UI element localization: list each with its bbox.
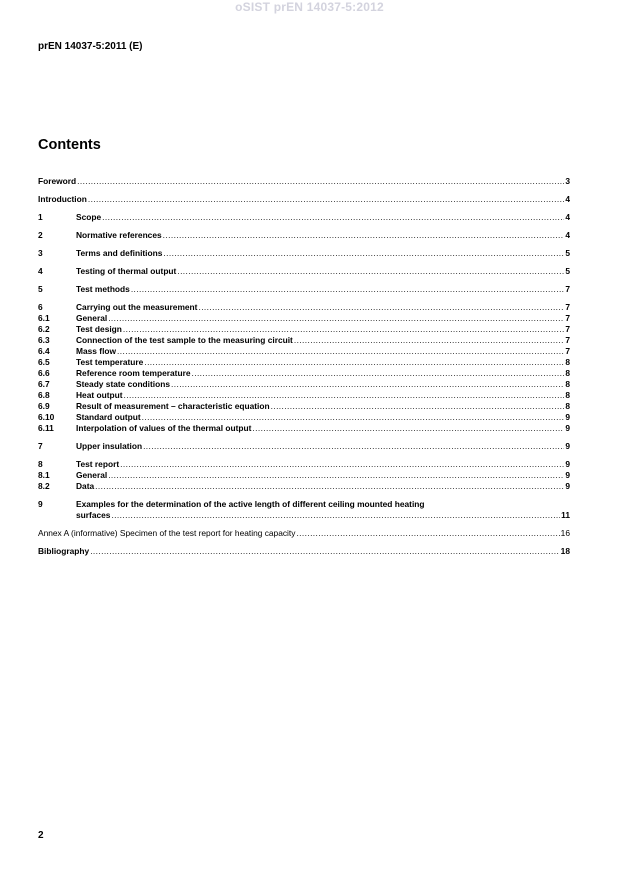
toc-number: 2	[38, 230, 43, 240]
toc-number: 8.2	[38, 481, 50, 491]
toc-page: 4	[565, 230, 570, 240]
dot-leader	[296, 528, 559, 539]
toc-entry-annex-a[interactable]	[38, 528, 570, 539]
toc-page: 9	[565, 470, 570, 480]
toc-entry-3[interactable]	[38, 248, 570, 259]
toc-number: 1	[38, 212, 43, 222]
dot-leader	[192, 368, 565, 379]
dot-leader	[171, 379, 564, 390]
toc-number: 8.1	[38, 470, 50, 480]
dot-leader	[77, 176, 564, 187]
toc-entry-bibliography[interactable]	[38, 546, 570, 557]
dot-leader	[142, 412, 565, 423]
toc-page: 7	[565, 324, 570, 334]
toc-entry-8[interactable]	[38, 459, 570, 470]
toc-entry-2[interactable]	[38, 230, 570, 241]
dot-leader	[163, 230, 565, 241]
toc-title: Normative references	[76, 230, 162, 240]
document-id: prEN 14037-5:2011 (E)	[38, 41, 143, 52]
toc-number: 5	[38, 284, 43, 294]
toc-title: Test temperature	[76, 357, 144, 367]
toc-entry-6-2[interactable]	[38, 324, 570, 335]
dot-leader	[111, 510, 560, 521]
toc-page: 7	[565, 302, 570, 312]
toc-number: 6.11	[38, 423, 54, 433]
toc-page: 8	[565, 357, 570, 367]
watermark: oSIST prEN 14037-5:2012	[235, 0, 384, 14]
toc-title: Reference room temperature	[76, 368, 191, 378]
toc-title: Heat output	[76, 390, 123, 400]
toc-title: Testing of thermal output	[76, 266, 177, 276]
toc-page: 7	[565, 313, 570, 323]
toc-page: 18	[560, 546, 570, 556]
toc-page: 9	[565, 481, 570, 491]
toc-number: 9	[38, 499, 43, 509]
toc-page: 8	[565, 390, 570, 400]
dot-leader	[124, 390, 565, 401]
toc-title: Bibliography	[38, 546, 90, 556]
toc-title: Terms and definitions	[76, 248, 163, 258]
dot-leader	[108, 470, 564, 481]
toc-page: 7	[565, 346, 570, 356]
toc-page: 9	[565, 441, 570, 451]
toc-page: 7	[565, 335, 570, 345]
dot-leader	[108, 313, 564, 324]
toc-title: Introduction	[38, 194, 87, 204]
toc-entry-introduction[interactable]	[38, 194, 570, 205]
toc-title: Standard output	[76, 412, 141, 422]
toc-title-continuation: surfaces	[76, 510, 111, 520]
toc-page: 9	[565, 459, 570, 469]
dot-leader	[95, 481, 564, 492]
toc-entry-6[interactable]	[38, 302, 570, 313]
dot-leader	[198, 302, 564, 313]
toc-number: 6.4	[38, 346, 50, 356]
toc-number: 6.5	[38, 357, 50, 367]
toc-number: 6.2	[38, 324, 50, 334]
contents-heading: Contents	[38, 137, 101, 153]
toc-entry-6-8[interactable]	[38, 390, 570, 401]
dot-leader	[131, 284, 565, 295]
toc-title: Test design	[76, 324, 122, 334]
toc-page: 8	[565, 379, 570, 389]
toc-number: 6.10	[38, 412, 55, 422]
toc-page: 5	[565, 266, 570, 276]
toc-entry-6-9[interactable]	[38, 401, 570, 412]
toc-title: Carrying out the measurement	[76, 302, 198, 312]
toc-title: Upper insulation	[76, 441, 143, 451]
toc-entry-6-5[interactable]	[38, 357, 570, 368]
toc-title: Examples for the determination of the active length of different ceiling mounted heating	[76, 499, 425, 509]
toc-number: 6.8	[38, 390, 50, 400]
toc-entry-4[interactable]	[38, 266, 570, 277]
toc-page: 9	[565, 412, 570, 422]
dot-leader	[123, 324, 564, 335]
toc-number: 4	[38, 266, 43, 276]
toc-page: 9	[565, 423, 570, 433]
toc-number: 6	[38, 302, 43, 312]
toc-title: Mass flow	[76, 346, 117, 356]
toc-entry-7[interactable]	[38, 441, 570, 452]
toc-entry-6-4[interactable]	[38, 346, 570, 357]
toc-page: 16	[560, 528, 570, 538]
toc-page: 11	[561, 510, 570, 520]
toc-title: Foreword	[38, 176, 77, 186]
toc-number: 6.9	[38, 401, 50, 411]
dot-leader	[294, 335, 564, 346]
toc-title: Scope	[76, 212, 102, 222]
toc-number: 8	[38, 459, 43, 469]
toc-entry-6-7[interactable]	[38, 379, 570, 390]
dot-leader	[252, 423, 564, 434]
toc-entry-foreword[interactable]	[38, 176, 570, 187]
dot-leader	[177, 266, 564, 277]
toc-page: 8	[565, 368, 570, 378]
toc-entry-6-11[interactable]	[38, 423, 570, 434]
toc-page: 4	[565, 194, 570, 204]
toc-entry-6-6[interactable]	[38, 368, 570, 379]
toc-number: 3	[38, 248, 43, 258]
toc-page: 7	[565, 284, 570, 294]
toc-page: 4	[565, 212, 570, 222]
toc-title: General	[76, 313, 108, 323]
toc-entry-8-1[interactable]	[38, 470, 570, 481]
toc-entry-6-1[interactable]	[38, 313, 570, 324]
toc-title: Result of measurement – characteristic equation	[76, 401, 270, 411]
toc-title: Steady state conditions	[76, 379, 171, 389]
dot-leader	[88, 194, 564, 205]
toc-number: 6.6	[38, 368, 50, 378]
toc-page: 5	[565, 248, 570, 258]
toc-number: 6.7	[38, 379, 50, 389]
dot-leader	[120, 459, 564, 470]
dot-leader	[144, 357, 564, 368]
dot-leader	[117, 346, 564, 357]
toc-title: Annex A (informative) Specimen of the test report for heating capacity	[38, 528, 296, 538]
page-number: 2	[38, 830, 44, 841]
dot-leader	[163, 248, 564, 259]
table-of-contents	[38, 176, 570, 556]
toc-number: 6.3	[38, 335, 50, 345]
toc-entry-5[interactable]	[38, 284, 570, 295]
toc-entry-1[interactable]	[38, 212, 570, 223]
toc-title: Interpolation of values of the thermal output	[76, 423, 252, 433]
toc-page: 8	[565, 401, 570, 411]
toc-title: Connection of the test sample to the measuring circuit	[76, 335, 293, 345]
dot-leader	[102, 212, 564, 223]
toc-title: Data	[76, 481, 95, 491]
toc-entry-9[interactable]	[38, 499, 570, 521]
toc-page: 3	[565, 176, 570, 186]
toc-number: 6.1	[38, 313, 50, 323]
toc-entry-8-2[interactable]	[38, 481, 570, 492]
toc-title: Test methods	[76, 284, 130, 294]
toc-entry-6-3[interactable]	[38, 335, 570, 346]
toc-title: Test report	[76, 459, 120, 469]
dot-leader	[143, 441, 564, 452]
dot-leader	[271, 401, 565, 412]
dot-leader	[90, 546, 559, 557]
toc-entry-6-10[interactable]	[38, 412, 570, 423]
toc-title: General	[76, 470, 108, 480]
toc-number: 7	[38, 441, 43, 451]
